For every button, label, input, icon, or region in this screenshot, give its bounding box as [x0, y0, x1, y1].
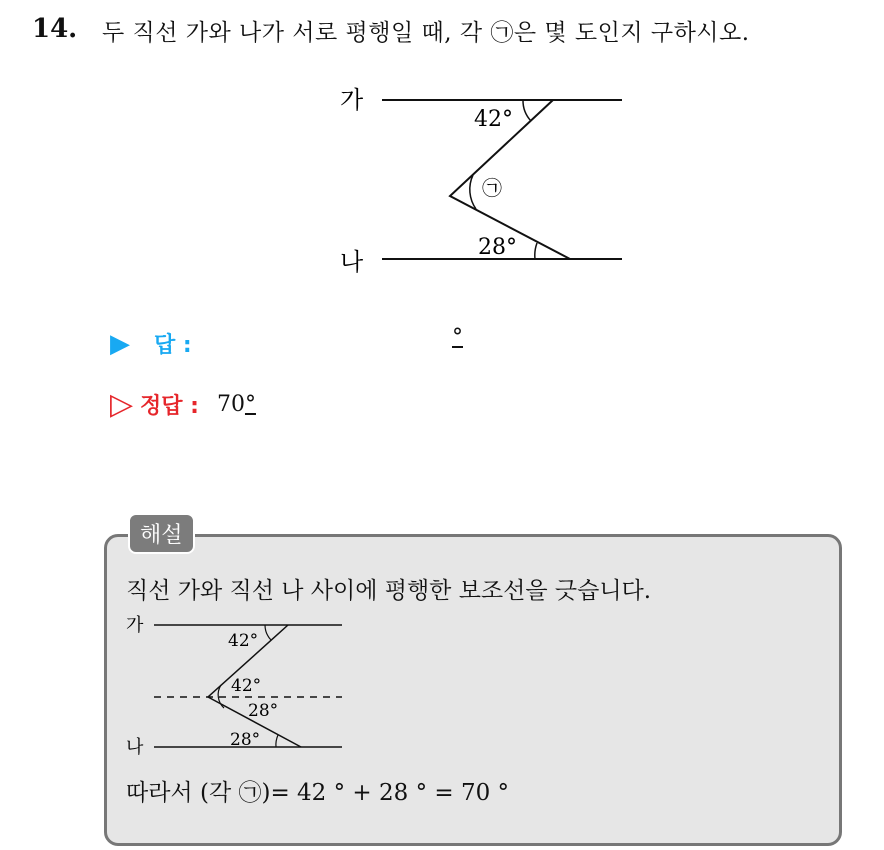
angle-unknown-label: ㉠	[482, 176, 502, 200]
parallel-lines-figure	[330, 78, 630, 278]
answer-blank[interactable]: °	[452, 325, 463, 350]
exp-angle-bottom: 28°	[230, 730, 261, 750]
label-na: 나	[340, 248, 364, 276]
angle-top-label: 42°	[474, 107, 513, 132]
correct-value: 70	[216, 392, 245, 417]
explanation-figure	[118, 608, 358, 758]
exp-angle-mid-upper: 42°	[231, 676, 262, 696]
correct-answer-row	[110, 387, 256, 422]
play-outline-icon: ▷	[110, 387, 134, 422]
explanation-conclusion: 따라서 (각 ㉠)= 42 ° + 28 ° = 70 °	[126, 780, 510, 806]
angle-bottom-label: 28°	[478, 235, 517, 260]
label-ga: 가	[340, 86, 364, 114]
exp-angle-top: 42°	[228, 631, 259, 651]
exp-arc-top	[265, 625, 271, 640]
question-number: 14.	[32, 14, 78, 44]
question-text: 두 직선 가와 나가 서로 평행일 때, 각 ㉠은 몇 도인지 구하시오.	[102, 20, 750, 46]
play-icon: ▶	[110, 328, 130, 359]
explanation-line1: 직선 가와 직선 나 사이에 평행한 보조선을 긋습니다.	[126, 578, 652, 604]
exp-angle-mid-lower: 28°	[248, 701, 279, 721]
correct-unit: °	[244, 392, 256, 417]
correct-label: 정답 :	[140, 394, 199, 419]
angle-arc-top	[523, 100, 531, 121]
exp-label-na: 나	[126, 737, 144, 758]
exp-arc-bottom	[276, 735, 278, 747]
explanation-tag: 해설	[128, 513, 195, 554]
angle-arc-mid	[470, 175, 476, 209]
angle-arc-bottom	[535, 243, 537, 259]
answer-label: 답 :	[154, 333, 192, 358]
answer-row	[110, 328, 192, 359]
exp-label-ga: 가	[126, 615, 144, 636]
